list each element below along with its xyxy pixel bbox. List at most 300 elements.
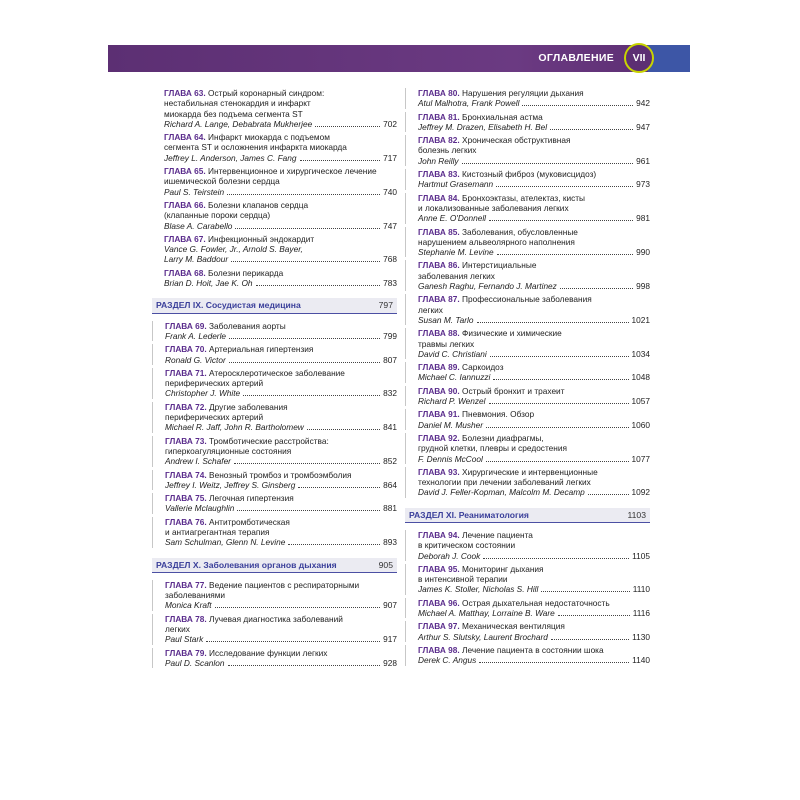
chapter-title-line (418, 135, 650, 145)
chapter-title-text: Болезни перикарда (208, 267, 284, 278)
chapter-number: ГЛАВА 75. (165, 493, 207, 504)
toc-entry[interactable] (152, 200, 397, 231)
toc-entry[interactable] (405, 433, 650, 464)
chapter-title-line (165, 580, 397, 590)
chapter-title-text: Интерстициальные (462, 260, 537, 271)
chapter-title-line (418, 305, 650, 315)
chapter-title-text: Легочная гипертензия (209, 493, 294, 504)
chapter-number: ГЛАВА 68. (164, 267, 206, 278)
chapter-authors (418, 632, 650, 642)
chapter-number: ГЛАВА 63. (164, 88, 206, 98)
chapter-title-text: Венозный тромбоз и тромбоэмболия (209, 469, 352, 480)
chapter-authors (418, 247, 650, 257)
chapter-number: ГЛАВА 67. (164, 233, 206, 244)
chapter-title-line (165, 470, 397, 480)
author-names: Sam Schulman, Glenn N. Levine (165, 537, 286, 548)
toc-entry[interactable] (152, 614, 397, 645)
chapter-title-line (418, 645, 650, 655)
chapter-title-line (418, 328, 650, 338)
chapter-authors (165, 388, 397, 398)
chapter-title-text: травмы легких (418, 338, 475, 349)
section-heading[interactable] (152, 558, 397, 573)
dot-leader (479, 662, 629, 663)
chapter-title-line (164, 200, 397, 210)
chapter-title-text: Нарушения регуляции дыхания (462, 88, 584, 98)
chapter-authors (418, 179, 650, 189)
dot-leader (588, 494, 629, 495)
dot-leader (288, 544, 380, 545)
chapter-title-text: Бронхоэктазы, ателектаз, кисты (462, 192, 586, 203)
toc-column-left (152, 88, 397, 671)
chapter-title-line (418, 227, 650, 237)
dot-leader (228, 665, 381, 666)
dot-leader (256, 285, 381, 286)
author-names: Anne E. O'Donnell (418, 213, 486, 224)
chapter-number: ГЛАВА 81. (418, 111, 460, 122)
chapter-authors (165, 658, 397, 668)
chapter-title-line (164, 88, 397, 98)
toc-entry[interactable] (152, 436, 397, 467)
chapter-number: ГЛАВА 91. (418, 409, 460, 420)
chapter-title-line (165, 402, 397, 412)
chapter-number: ГЛАВА 70. (165, 344, 207, 355)
toc-entry[interactable] (152, 470, 397, 491)
chapter-number: ГЛАВА 78. (165, 613, 207, 624)
section-heading[interactable] (152, 298, 397, 313)
author-names: Paul D. Scanlon (165, 657, 225, 668)
dot-leader (231, 261, 380, 262)
chapter-title-line (164, 98, 397, 108)
chapter-title-text: Острый коронарный синдром: (208, 88, 325, 98)
author-names: James K. Stoller, Nicholas S. Hill (418, 584, 539, 595)
toc-entry[interactable] (405, 169, 650, 190)
chapter-title-line (164, 166, 397, 176)
chapter-title-line (418, 88, 650, 98)
chapter-title-line (164, 142, 397, 152)
author-names: Deborah J. Cook (418, 550, 481, 561)
chapter-number: ГЛАВА 74. (165, 469, 207, 480)
dot-leader (486, 461, 629, 462)
dot-leader (558, 615, 630, 616)
author-names: Larry M. Baddour (164, 254, 229, 265)
chapter-page-number: 928 (383, 657, 397, 668)
author-names: Richard P. Wenzel (418, 396, 486, 407)
chapter-title-line (165, 493, 397, 503)
toc-entry[interactable] (152, 344, 397, 365)
chapter-title-text: ишемической болезни сердца (164, 176, 280, 187)
chapter-title-line (418, 260, 650, 270)
dot-leader (489, 403, 629, 404)
header-accent (648, 45, 690, 72)
chapter-page-number: 998 (636, 281, 650, 292)
chapter-title-text: болезнь легких (418, 145, 477, 156)
dot-leader (243, 395, 380, 396)
chapter-page-number: 881 (383, 503, 397, 514)
chapter-page-number: 1116 (632, 608, 650, 619)
chapter-title-text: Мониторинг дыхания (462, 563, 544, 574)
toc-entry[interactable] (405, 112, 650, 133)
chapter-title-line (418, 271, 650, 281)
chapter-number: ГЛАВА 94. (418, 529, 460, 540)
chapter-authors (164, 244, 397, 254)
page-title: ОГЛАВЛЕНИЕ (538, 52, 614, 64)
chapter-title-line (165, 517, 397, 527)
chapter-authors (165, 456, 397, 466)
chapter-title-text: сегмента ST и осложнения инфаркта миокарда (164, 142, 347, 153)
toc-entry[interactable] (405, 260, 650, 291)
dot-leader (298, 487, 380, 488)
chapter-page-number: 832 (383, 388, 397, 399)
author-names: David C. Christiani (418, 348, 487, 359)
toc-entry[interactable] (405, 294, 650, 325)
chapter-page-number: 917 (383, 634, 397, 645)
chapter-page-number: 1060 (631, 419, 650, 430)
chapter-authors (418, 349, 650, 359)
dot-leader (551, 639, 629, 640)
chapter-number: ГЛАВА 92. (418, 432, 460, 443)
author-names: Derek C. Angus (418, 655, 477, 666)
chapter-title-line (418, 621, 650, 631)
dot-leader (550, 129, 633, 130)
chapter-title-line (164, 268, 397, 278)
author-names: Monica Kraft (165, 600, 212, 611)
chapter-title-line (165, 624, 397, 634)
toc-column-right (405, 88, 650, 669)
toc-entry[interactable] (152, 402, 397, 433)
chapter-number: ГЛАВА 93. (418, 466, 460, 477)
chapter-title-line (418, 574, 650, 584)
toc-entry[interactable] (405, 467, 650, 498)
chapter-page-number: 864 (383, 479, 397, 490)
chapter-title-line (418, 530, 650, 540)
author-names: Michael A. Matthay, Lorraine B. Ware (418, 608, 555, 619)
section-title: РАЗДЕЛ IX. Сосудистая медицина (156, 300, 301, 311)
chapter-authors (418, 608, 650, 618)
chapter-title-text: Саркоидоз (462, 362, 504, 373)
chapter-authors (165, 480, 397, 490)
chapter-number: ГЛАВА 95. (418, 563, 460, 574)
chapter-page-number: 1057 (631, 396, 650, 407)
chapter-authors (418, 420, 650, 430)
dot-leader (215, 607, 381, 608)
chapter-title-text: в критическом состоянии (418, 540, 516, 551)
chapter-title-line (418, 294, 650, 304)
section-page-number: 905 (378, 559, 393, 570)
dot-leader (227, 194, 380, 195)
chapter-number: ГЛАВА 65. (164, 166, 206, 177)
author-names: Arthur S. Slutsky, Laurent Brochard (418, 631, 548, 642)
dot-leader (477, 322, 629, 323)
chapter-page-number: 942 (636, 98, 650, 109)
dot-leader (229, 362, 380, 363)
chapter-title-text: технологии при лечении заболеваний легких (418, 477, 591, 488)
toc-entry[interactable] (405, 621, 650, 642)
author-names: Christopher J. White (165, 388, 241, 399)
dot-leader (493, 379, 628, 380)
chapter-page-number: 947 (636, 121, 650, 132)
chapter-title-line (418, 433, 650, 443)
toc-entry[interactable] (152, 580, 397, 611)
chapter-title-line (165, 321, 397, 331)
dot-leader (315, 126, 380, 127)
dot-leader (483, 558, 629, 559)
author-names: Vance G. Fowler, Jr., Arnold S. Bayer, (164, 244, 303, 255)
dot-leader (206, 641, 380, 642)
author-names: Jeffrey I. Weitz, Jeffrey S. Ginsberg (165, 479, 296, 490)
chapter-title-text: и локализованные заболевания легких (418, 202, 569, 213)
dot-leader (235, 228, 380, 229)
chapter-title-line (418, 477, 650, 487)
chapter-authors (418, 315, 650, 325)
chapter-number: ГЛАВА 77. (165, 579, 207, 590)
chapter-title-line (418, 237, 650, 247)
chapter-authors (418, 396, 650, 406)
chapter-title-line (418, 203, 650, 213)
chapter-title-line (418, 467, 650, 477)
chapter-page-number: 841 (383, 422, 397, 433)
chapter-page-number: 990 (636, 247, 650, 258)
chapter-page-number: 1092 (631, 487, 650, 498)
author-names: Brian D. Hoit, Jae K. Oh (164, 278, 253, 289)
chapter-title-text: Другие заболевания (209, 401, 288, 412)
chapter-title-line (165, 614, 397, 624)
chapter-title-text: Атеросклеротическое заболевание (209, 367, 345, 378)
chapter-authors (418, 122, 650, 132)
dot-leader (234, 463, 380, 464)
toc-entry[interactable] (405, 135, 650, 166)
chapter-number: ГЛАВА 96. (418, 597, 460, 608)
chapter-title-line (164, 234, 397, 244)
chapter-title-text: Заболевания, обусловленные (462, 226, 578, 237)
dot-leader (522, 105, 633, 106)
chapter-title-line (418, 564, 650, 574)
chapter-number: ГЛАВА 64. (164, 132, 206, 143)
chapter-page-number: 852 (383, 456, 397, 467)
chapter-number: ГЛАВА 97. (418, 621, 460, 632)
chapter-title-text: Болезни диафрагмы, (462, 432, 544, 443)
chapter-page-number: 973 (636, 179, 650, 190)
author-names: Hartmut Grasemann (418, 179, 494, 190)
toc-entry[interactable] (152, 234, 397, 265)
chapter-title-text: Механическая вентиляция (462, 621, 565, 632)
chapter-title-line (418, 339, 650, 349)
toc-entry[interactable] (405, 328, 650, 359)
author-names: Jeffrey M. Drazen, Elisabeth H. Bel (418, 121, 548, 132)
dot-leader (462, 163, 634, 164)
chapter-title-text: грудной клетки, плевры и средостения (418, 443, 567, 454)
author-names: Stephanie M. Levine (418, 247, 494, 258)
chapter-number: ГЛАВА 87. (418, 294, 460, 305)
chapter-title-line (418, 169, 650, 179)
chapter-title-text: Лечение пациента в состоянии шока (462, 644, 604, 655)
chapter-page-number: 807 (383, 354, 397, 365)
chapter-title-text: Хроническая обструктивная (462, 135, 571, 146)
author-names: Ganesh Raghu, Fernando J. Martinez (418, 281, 557, 292)
author-names: David J. Feller-Kopman, Malcolm M. Decamp (418, 487, 585, 498)
chapter-title-text: Острая дыхательная недостаточность (462, 597, 610, 608)
chapter-page-number: 1105 (632, 550, 650, 561)
toc-entry[interactable] (405, 645, 650, 666)
chapter-title-text: Лечение пациента (462, 529, 533, 540)
chapter-number: ГЛАВА 82. (418, 135, 460, 146)
chapter-title-text: Инфаркт миокарда с подъемом (208, 132, 330, 143)
toc-entry[interactable] (152, 132, 397, 163)
chapter-page-number: 799 (383, 330, 397, 341)
chapter-authors (164, 153, 397, 163)
chapter-page-number: 1130 (632, 631, 650, 642)
chapter-number: ГЛАВА 84. (418, 192, 460, 203)
chapter-title-text: легких (418, 304, 443, 315)
dot-leader (237, 510, 380, 511)
chapter-title-text: Инфекционный эндокардит (208, 233, 315, 244)
toc-entry[interactable] (152, 321, 397, 342)
chapter-title-text: в интенсивной терапии (418, 574, 508, 585)
chapter-authors (418, 487, 650, 497)
toc-entry[interactable] (405, 386, 650, 407)
chapter-number: ГЛАВА 86. (418, 260, 460, 271)
chapter-number: ГЛАВА 83. (418, 169, 460, 180)
chapter-number: ГЛАВА 80. (418, 88, 460, 98)
chapter-title-line (165, 344, 397, 354)
toc-entry[interactable] (152, 368, 397, 399)
chapter-authors (165, 600, 397, 610)
chapter-title-text: (клапанные пороки сердца) (164, 210, 271, 221)
chapter-number: ГЛАВА 88. (418, 328, 460, 339)
author-names: Michael R. Jaff, John R. Bartholomew (165, 422, 304, 433)
chapter-authors (165, 537, 397, 547)
chapter-title-text: Интервенционное и хирургическое лечение (208, 166, 377, 177)
chapter-page-number: 981 (636, 213, 650, 224)
chapter-title-line (165, 436, 397, 446)
chapter-title-text: Профессиональные заболевания (462, 294, 592, 305)
chapter-authors (164, 119, 397, 129)
chapter-title-line (165, 648, 397, 658)
toc-entry[interactable] (405, 409, 650, 430)
chapter-page-number: 893 (383, 537, 397, 548)
chapter-title-text: периферических артерий (165, 378, 264, 389)
chapter-title-text: Лучевая диагностика заболеваний (209, 613, 343, 624)
author-names: Ronald G. Victor (165, 354, 226, 365)
toc-entry[interactable] (405, 530, 650, 561)
chapter-page-number: 1140 (632, 655, 650, 666)
author-names: Frank A. Lederle (165, 330, 227, 341)
chapter-title-text: Антитромботическая (209, 516, 290, 527)
chapter-number: ГЛАВА 69. (165, 320, 207, 331)
author-names: Atul Malhotra, Frank Powell (418, 98, 520, 109)
chapter-authors (164, 221, 397, 231)
chapter-page-number: 1021 (631, 314, 650, 325)
toc-entry[interactable] (152, 493, 397, 514)
header-band (108, 45, 690, 72)
chapter-title-text: гиперкоагуляционные состояния (165, 445, 292, 456)
author-names: Paul S. Teirstein (164, 186, 225, 197)
toc-entry[interactable] (152, 268, 397, 289)
chapter-title-text: Исследование функции легких (209, 647, 328, 658)
chapter-title-line (418, 540, 650, 550)
chapter-title-line (164, 210, 397, 220)
chapter-number: ГЛАВА 66. (164, 199, 206, 210)
toc-entry[interactable] (152, 648, 397, 669)
chapter-page-number: 961 (636, 155, 650, 166)
toc-entry[interactable] (405, 193, 650, 224)
chapter-authors (418, 156, 650, 166)
chapter-title-line (418, 409, 650, 419)
author-names: Paul Stark (165, 634, 204, 645)
author-names: Michael C. Iannuzzi (418, 372, 491, 383)
toc-entry[interactable] (152, 517, 397, 548)
author-names: Jeffrey L. Anderson, James C. Fang (164, 152, 297, 163)
dot-leader (486, 427, 629, 428)
chapter-number: ГЛАВА 98. (418, 644, 460, 655)
chapter-number: ГЛАВА 89. (418, 362, 460, 373)
dot-leader (490, 356, 629, 357)
dot-leader (541, 591, 629, 592)
chapter-authors (418, 98, 650, 108)
chapter-page-number: 702 (383, 118, 397, 129)
toc-entry[interactable] (405, 227, 650, 258)
toc-entry[interactable] (405, 88, 650, 109)
chapter-title-text: заболеваниями (165, 590, 226, 601)
chapter-title-text: Острый бронхит и трахеит (462, 385, 565, 396)
toc-entry[interactable] (152, 88, 397, 129)
dot-leader (489, 220, 633, 221)
chapter-title-line (418, 386, 650, 396)
chapter-number: ГЛАВА 85. (418, 226, 460, 237)
section-heading[interactable] (405, 508, 650, 523)
chapter-authors (418, 655, 650, 665)
toc-entry[interactable] (152, 166, 397, 197)
chapter-authors (418, 213, 650, 223)
page-number-badge: VII (624, 43, 654, 73)
chapter-authors (418, 281, 650, 291)
chapter-page-number: 907 (383, 600, 397, 611)
chapter-authors (165, 331, 397, 341)
toc-entry[interactable] (405, 362, 650, 383)
chapter-title-line (418, 193, 650, 203)
chapter-title-text: Хирургические и интервенционные (462, 466, 598, 477)
toc-entry[interactable] (405, 598, 650, 619)
chapter-title-line (418, 443, 650, 453)
chapter-title-line (165, 590, 397, 600)
section-title: РАЗДЕЛ X. Заболевания органов дыхания (156, 559, 337, 570)
author-names: Richard A. Lange, Debabrata Mukherjee (164, 118, 313, 129)
chapter-authors (418, 454, 650, 464)
chapter-title-line (418, 598, 650, 608)
chapter-title-text: Артериальная гипертензия (209, 344, 314, 355)
chapter-authors (418, 372, 650, 382)
chapter-title-text: Болезни клапанов сердца (208, 199, 309, 210)
chapter-title-text: нарушением альвеолярного наполнения (418, 236, 575, 247)
chapter-page-number: 1048 (631, 372, 650, 383)
chapter-title-text: Ведение пациентов с респираторными (209, 579, 360, 590)
chapter-title-text: Бронхиальная астма (462, 111, 543, 122)
chapter-number: ГЛАВА 72. (165, 401, 207, 412)
chapter-authors (165, 355, 397, 365)
chapter-authors (418, 584, 650, 594)
chapter-page-number: 717 (383, 152, 397, 163)
section-title: РАЗДЕЛ XI. Реаниматология (409, 509, 529, 520)
chapter-authors (164, 187, 397, 197)
chapter-title-text: заболевания легких (418, 270, 495, 281)
chapter-title-text: легких (165, 624, 190, 635)
toc-entry[interactable] (405, 564, 650, 595)
author-names: F. Dennis McCool (418, 453, 483, 464)
chapter-number: ГЛАВА 71. (165, 367, 207, 378)
chapter-title-line (165, 527, 397, 537)
chapter-authors (164, 278, 397, 288)
chapter-authors (165, 422, 397, 432)
chapter-title-text: Кистозный фиброз (муковисцидоз) (462, 169, 597, 180)
